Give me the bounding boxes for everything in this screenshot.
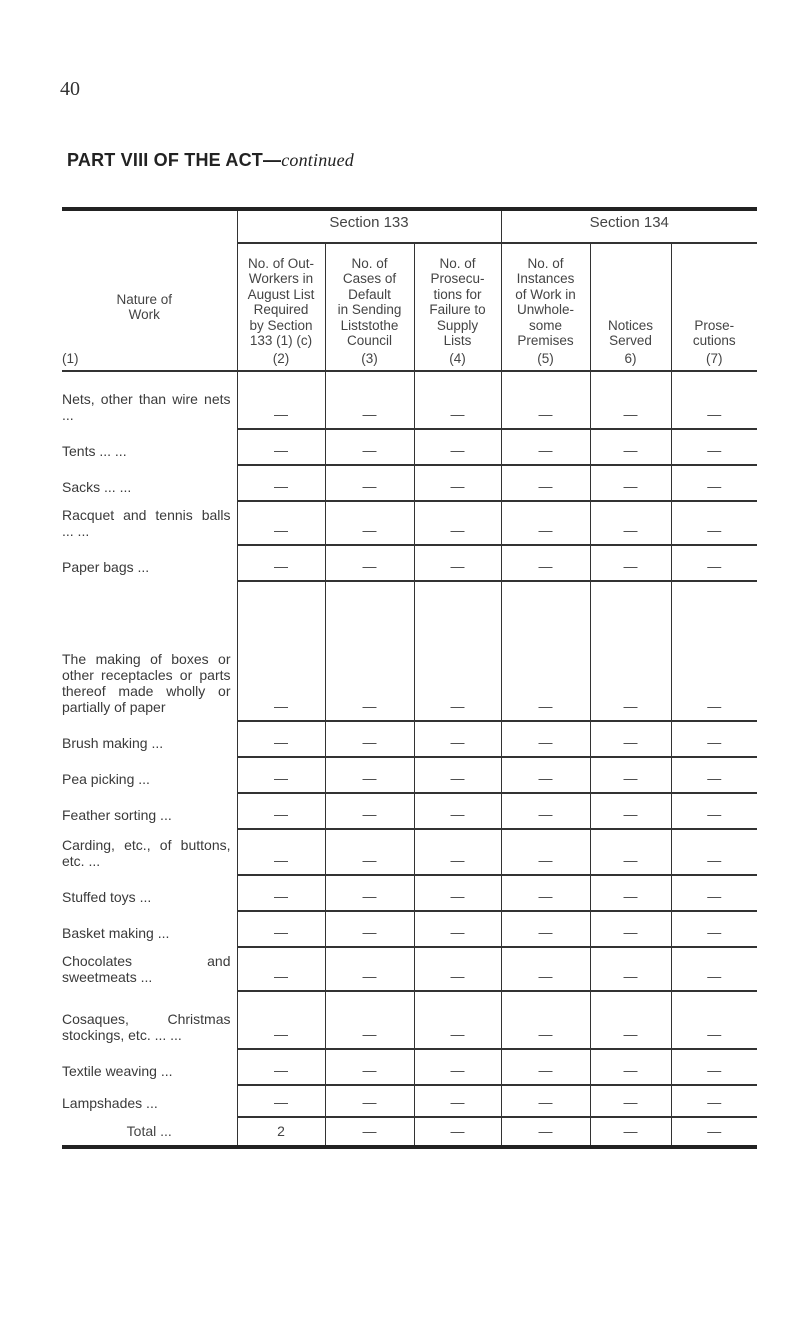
nil-dash: — [707,442,722,458]
value-cell [325,545,414,581]
nil-dash: — [707,1062,722,1078]
page-heading-main: PART VIII OF THE ACT— [67,150,282,170]
value-cell [671,721,757,757]
nil-dash: — [623,734,638,750]
nil-dash: — [623,558,638,574]
nil-dash: — [362,1062,377,1078]
nil-dash: — [707,924,722,940]
nil-dash: — [362,698,377,714]
cell-value: 2 [277,1123,285,1139]
value-cell [325,429,414,465]
work-type-label: Cosaques, Christmas stockings, etc. ... ... [62,1011,231,1043]
value-cell [590,829,671,875]
table-row [62,465,757,501]
table-row [62,501,757,545]
nil-dash: — [707,852,722,868]
value-cell [671,1117,757,1147]
nil-dash: — [538,558,553,574]
nil-dash: — [450,968,465,984]
value-cell [237,721,325,757]
column-label: No. of Prosecu- tions for Failure to Supply Lists [429,255,486,348]
value-cell [590,1049,671,1085]
nil-dash: — [538,442,553,458]
work-type-label: Basket making ... [62,925,170,941]
nil-dash: — [707,968,722,984]
value-cell [237,911,325,947]
value-cell [414,757,501,793]
value-cell [671,545,757,581]
column-number: (1) [62,350,79,366]
value-cell [414,1085,501,1117]
nil-dash: — [623,478,638,494]
value-cell [414,501,501,545]
nil-dash: — [450,558,465,574]
value-cell [237,545,325,581]
nil-dash: — [707,1026,722,1042]
value-cell [325,721,414,757]
nil-dash: — [450,478,465,494]
nil-dash: — [450,1094,465,1110]
work-type-label: Textile weaving ... [62,1063,173,1079]
value-cell [237,371,325,429]
value-cell [671,501,757,545]
value-cell [325,911,414,947]
value-cell [325,757,414,793]
column-label: Notices Served [608,317,654,348]
value-cell [590,501,671,545]
value-cell [237,581,325,721]
value-cell [590,465,671,501]
col-notices-served-header [590,243,671,371]
value-cell [590,1117,671,1147]
value-cell [237,429,325,465]
nil-dash: — [362,1026,377,1042]
value-cell [325,371,414,429]
value-cell [414,947,501,991]
nil-dash: — [450,1123,465,1139]
value-cell [501,757,590,793]
table-row [62,1085,757,1117]
value-cell [325,1085,414,1117]
page-number: 40 [60,78,80,100]
nil-dash: — [362,522,377,538]
value-cell [671,947,757,991]
nil-dash: — [362,478,377,494]
nil-dash: — [274,770,288,786]
nil-dash: — [538,770,553,786]
table-row [62,581,757,721]
value-cell [501,829,590,875]
nil-dash: — [623,924,638,940]
page-heading-italic: continued [281,150,354,170]
nil-dash: — [538,806,553,822]
value-cell [325,991,414,1049]
nil-dash: — [538,1094,553,1110]
nil-dash: — [538,968,553,984]
value-cell [237,875,325,911]
nil-dash: — [538,698,553,714]
nil-dash: — [623,968,638,984]
nil-dash: — [362,852,377,868]
value-cell [237,465,325,501]
col-prosecutions-failure-header [414,243,501,371]
value-cell [671,371,757,429]
table-row [62,875,757,911]
nil-dash: — [450,1062,465,1078]
col-outworkers-in-list-header [237,243,325,371]
value-cell [414,545,501,581]
column-number: (7) [706,350,723,366]
value-cell [237,829,325,875]
nil-dash: — [274,698,288,714]
value-cell [237,1117,325,1147]
value-cell [501,1049,590,1085]
nil-dash: — [450,924,465,940]
value-cell [501,991,590,1049]
nil-dash: — [707,522,722,538]
value-cell [590,581,671,721]
value-cell [237,991,325,1049]
nil-dash: — [623,1026,638,1042]
nil-dash: — [274,852,288,868]
nil-dash: — [538,406,553,422]
value-cell [414,991,501,1049]
table-row [62,991,757,1049]
nil-dash: — [362,1123,377,1139]
work-type-label: Carding, etc., of buttons, etc. ... [62,837,231,869]
nil-dash: — [450,734,465,750]
value-cell [325,581,414,721]
nil-dash: — [707,806,722,822]
nil-dash: — [707,406,722,422]
nil-dash: — [274,1062,288,1078]
column-label: No. of Out- Workers in August List Required by Section 133 (1) (c) [247,255,315,348]
nil-dash: — [707,558,722,574]
section-134-header: Section 134 [501,209,757,243]
nil-dash: — [623,442,638,458]
value-cell [501,545,590,581]
work-type-label: The making of boxes or other receptacles or parts thereof made wholly or partially of paper [62,651,231,715]
value-cell [590,757,671,793]
nil-dash: — [538,478,553,494]
value-cell [671,991,757,1049]
nil-dash: — [450,698,465,714]
value-cell [325,793,414,829]
work-type-label: Paper bags ... [62,559,150,575]
nil-dash: — [707,698,722,714]
nil-dash: — [274,442,288,458]
column-label: No. of Cases of Default in Sending Liststothe Council [337,255,402,348]
nil-dash: — [274,478,288,494]
table-row [62,545,757,581]
nil-dash: — [362,1094,377,1110]
nil-dash: — [623,806,638,822]
blank-corner [62,209,237,243]
value-cell [325,829,414,875]
nil-dash: — [274,1026,288,1042]
value-cell [414,875,501,911]
value-cell [671,1085,757,1117]
value-cell [501,911,590,947]
value-cell [590,545,671,581]
value-cell [671,911,757,947]
nil-dash: — [450,522,465,538]
nil-dash: — [707,1094,722,1110]
nil-dash: — [362,806,377,822]
nil-dash: — [538,1062,553,1078]
column-number: 6) [624,350,637,366]
nil-dash: — [623,888,638,904]
col-cases-of-default-header [325,243,414,371]
nil-dash: — [450,852,465,868]
nil-dash: — [450,406,465,422]
column-number: (5) [537,350,554,366]
value-cell [325,1049,414,1085]
nil-dash: — [450,1026,465,1042]
nil-dash: — [707,478,722,494]
value-cell [237,757,325,793]
table-row [62,757,757,793]
page-heading [67,150,354,171]
value-cell [590,1085,671,1117]
work-type-label: Pea picking ... [62,771,150,787]
value-cell [501,721,590,757]
value-cell [237,793,325,829]
value-cell [501,1085,590,1117]
nil-dash: — [538,1123,553,1139]
nil-dash: — [707,1123,722,1139]
col-nature-of-work-header [62,243,237,371]
value-cell [501,875,590,911]
nil-dash: — [623,1094,638,1110]
value-cell [414,721,501,757]
value-cell [501,501,590,545]
value-cell [237,501,325,545]
value-cell [671,757,757,793]
column-number: (3) [361,350,378,366]
column-label: Prose- cutions [692,317,736,348]
table-row [62,429,757,465]
nil-dash: — [362,734,377,750]
nil-dash: — [362,406,377,422]
value-cell [501,465,590,501]
nil-dash: — [274,558,288,574]
nil-dash: — [274,968,288,984]
value-cell [325,875,414,911]
value-cell [590,371,671,429]
value-cell [414,829,501,875]
nil-dash: — [707,888,722,904]
nil-dash: — [274,522,288,538]
nil-dash: — [538,924,553,940]
value-cell [501,1117,590,1147]
nil-dash: — [362,770,377,786]
nil-dash: — [274,888,288,904]
nil-dash: — [538,734,553,750]
column-label: No. of Instances of Work in Unwhole- some Premises [515,255,576,348]
column-number: (4) [449,350,466,366]
nil-dash: — [707,734,722,750]
work-type-label: Feather sorting ... [62,807,172,823]
table-row [62,793,757,829]
table-row [62,911,757,947]
nil-dash: — [623,406,638,422]
nil-dash: — [362,888,377,904]
value-cell [414,793,501,829]
nil-dash: — [274,734,288,750]
value-cell [414,465,501,501]
nil-dash: — [362,558,377,574]
nil-dash: — [623,698,638,714]
table-row [62,1049,757,1085]
nil-dash: — [623,770,638,786]
value-cell [414,371,501,429]
value-cell [414,429,501,465]
total-row [62,1117,757,1147]
table-row [62,829,757,875]
value-cell [414,1117,501,1147]
value-cell [671,581,757,721]
value-cell [414,581,501,721]
nil-dash: — [623,1123,638,1139]
value-cell [590,911,671,947]
nil-dash: — [274,924,288,940]
value-cell [501,429,590,465]
value-cell [501,947,590,991]
value-cell [325,1117,414,1147]
value-cell [671,875,757,911]
value-cell [237,1049,325,1085]
value-cell [590,947,671,991]
nil-dash: — [362,924,377,940]
nil-dash: — [623,852,638,868]
value-cell [671,429,757,465]
value-cell [325,465,414,501]
value-cell [590,793,671,829]
value-cell [671,1049,757,1085]
nil-dash: — [450,888,465,904]
value-cell [325,501,414,545]
work-type-label: Tents ... ... [62,443,127,459]
value-cell [671,465,757,501]
nil-dash: — [274,406,288,422]
nil-dash: — [538,852,553,868]
value-cell [237,1085,325,1117]
column-number: (2) [272,350,290,366]
work-type-label: Sacks ... ... [62,479,132,495]
col-prosecutions-header [671,243,757,371]
work-type-label: Chocolates and sweetmeats ... [62,953,231,985]
nil-dash: — [274,806,288,822]
value-cell [501,581,590,721]
nil-dash: — [538,1026,553,1042]
nil-dash: — [362,442,377,458]
table-row [62,721,757,757]
total-label: Total ... [126,1123,172,1139]
nil-dash: — [623,1062,638,1078]
outworkers-table [62,207,757,1149]
table-row [62,371,757,429]
nil-dash: — [538,522,553,538]
value-cell [590,991,671,1049]
nil-dash: — [707,770,722,786]
value-cell [590,429,671,465]
nil-dash: — [623,522,638,538]
section-133-header: Section 133 [237,209,501,243]
value-cell [414,1049,501,1085]
value-cell [325,947,414,991]
nil-dash: — [450,806,465,822]
value-cell [237,947,325,991]
value-cell [501,371,590,429]
work-type-label: Nets, other than wire nets ... [62,391,231,423]
nil-dash: — [362,968,377,984]
work-type-label: Lampshades ... [62,1095,158,1111]
nil-dash: — [274,1094,288,1110]
col-unwholesome-premises-header [501,243,590,371]
work-type-label: Stuffed toys ... [62,889,152,905]
value-cell [590,875,671,911]
table-row [62,947,757,991]
value-cell [671,793,757,829]
value-cell [414,911,501,947]
work-type-label: Racquet and tennis balls ... ... [62,507,231,539]
value-cell [501,793,590,829]
value-cell [590,721,671,757]
nil-dash: — [538,888,553,904]
nil-dash: — [450,770,465,786]
nil-dash: — [450,442,465,458]
column-label: Nature of Work [116,291,173,322]
work-type-label: Brush making ... [62,735,164,751]
value-cell [671,829,757,875]
